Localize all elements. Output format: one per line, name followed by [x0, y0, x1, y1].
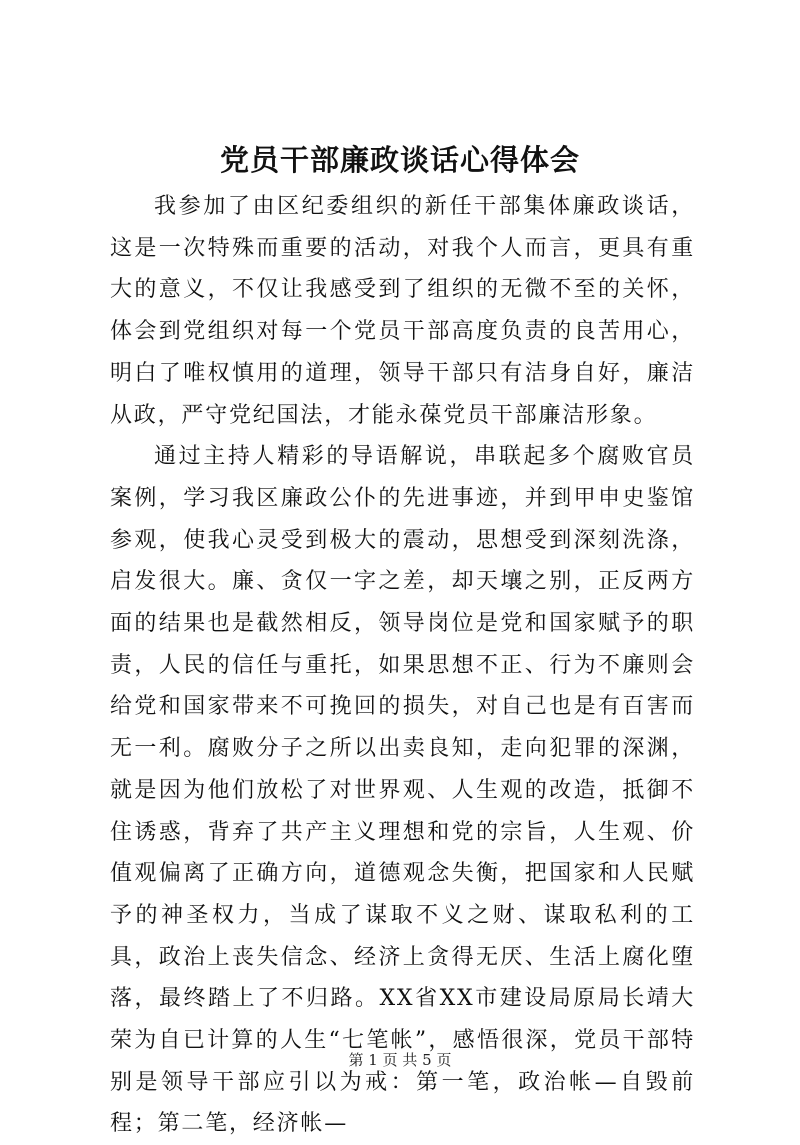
paragraph-1: 我参加了由区纪委组织的新任干部集体廉政谈话，这是一次特殊而重要的活动，对我个人而言，更具有重大的意义，不仅让我感受到了组织的无微不至的关怀，体会到党组织对每一个党员干部高度负责的良苦用心，明白了唯权慎用的道理，领导干部只有洁身自好，廉洁从政，严守党纪国法，才能永葆党员干部廉洁形象。 — [110, 194, 695, 428]
document-title: 党员干部廉政谈话心得体会 — [219, 143, 580, 177]
document-body — [110, 186, 695, 1145]
paragraph-2: 通过主持人精彩的导语解说，串联起多个腐败官员案例，学习我区廉政公仆的先进事迹，并到甲申史鉴馆参观，使我心灵受到极大的震动，思想受到深刻洗涤，启发很大。廉、贪仅一字之差，却天壤之别，正反两方面的结果也是截然相反，领导岗位是党和国家赋予的职责，人民的信任与重托，如果思想不正、行为不廉则会给党和国家带来不可挽回的损失，对自己也是有百害而无一利。腐败分子之所以出卖良知，走向犯罪的深渊，就是因为他们放松了对世界观、人生观的改造，抵御不住诱惑，背弃了共产主义理想和党的宗旨，人生观、价值观偏离了正确方向，道德观念失衡，把国家和人民赋予的神圣权力，当成了谋取不义之财、谋取私利的工具，政治上丧失信念、经济上贪得无厌、生活上腐化堕落，最终踏上了不归路。XX省XX市建设局原局长靖大荣为自已计算的人生“七笔帐”，感悟很深，党员干部特别是领导干部应引以为戒：第一笔，政治帐—自毁前程；第二笔，经济帐— — [110, 444, 695, 1137]
page-footer: 第 1 页 共 5 页 — [348, 1051, 452, 1069]
